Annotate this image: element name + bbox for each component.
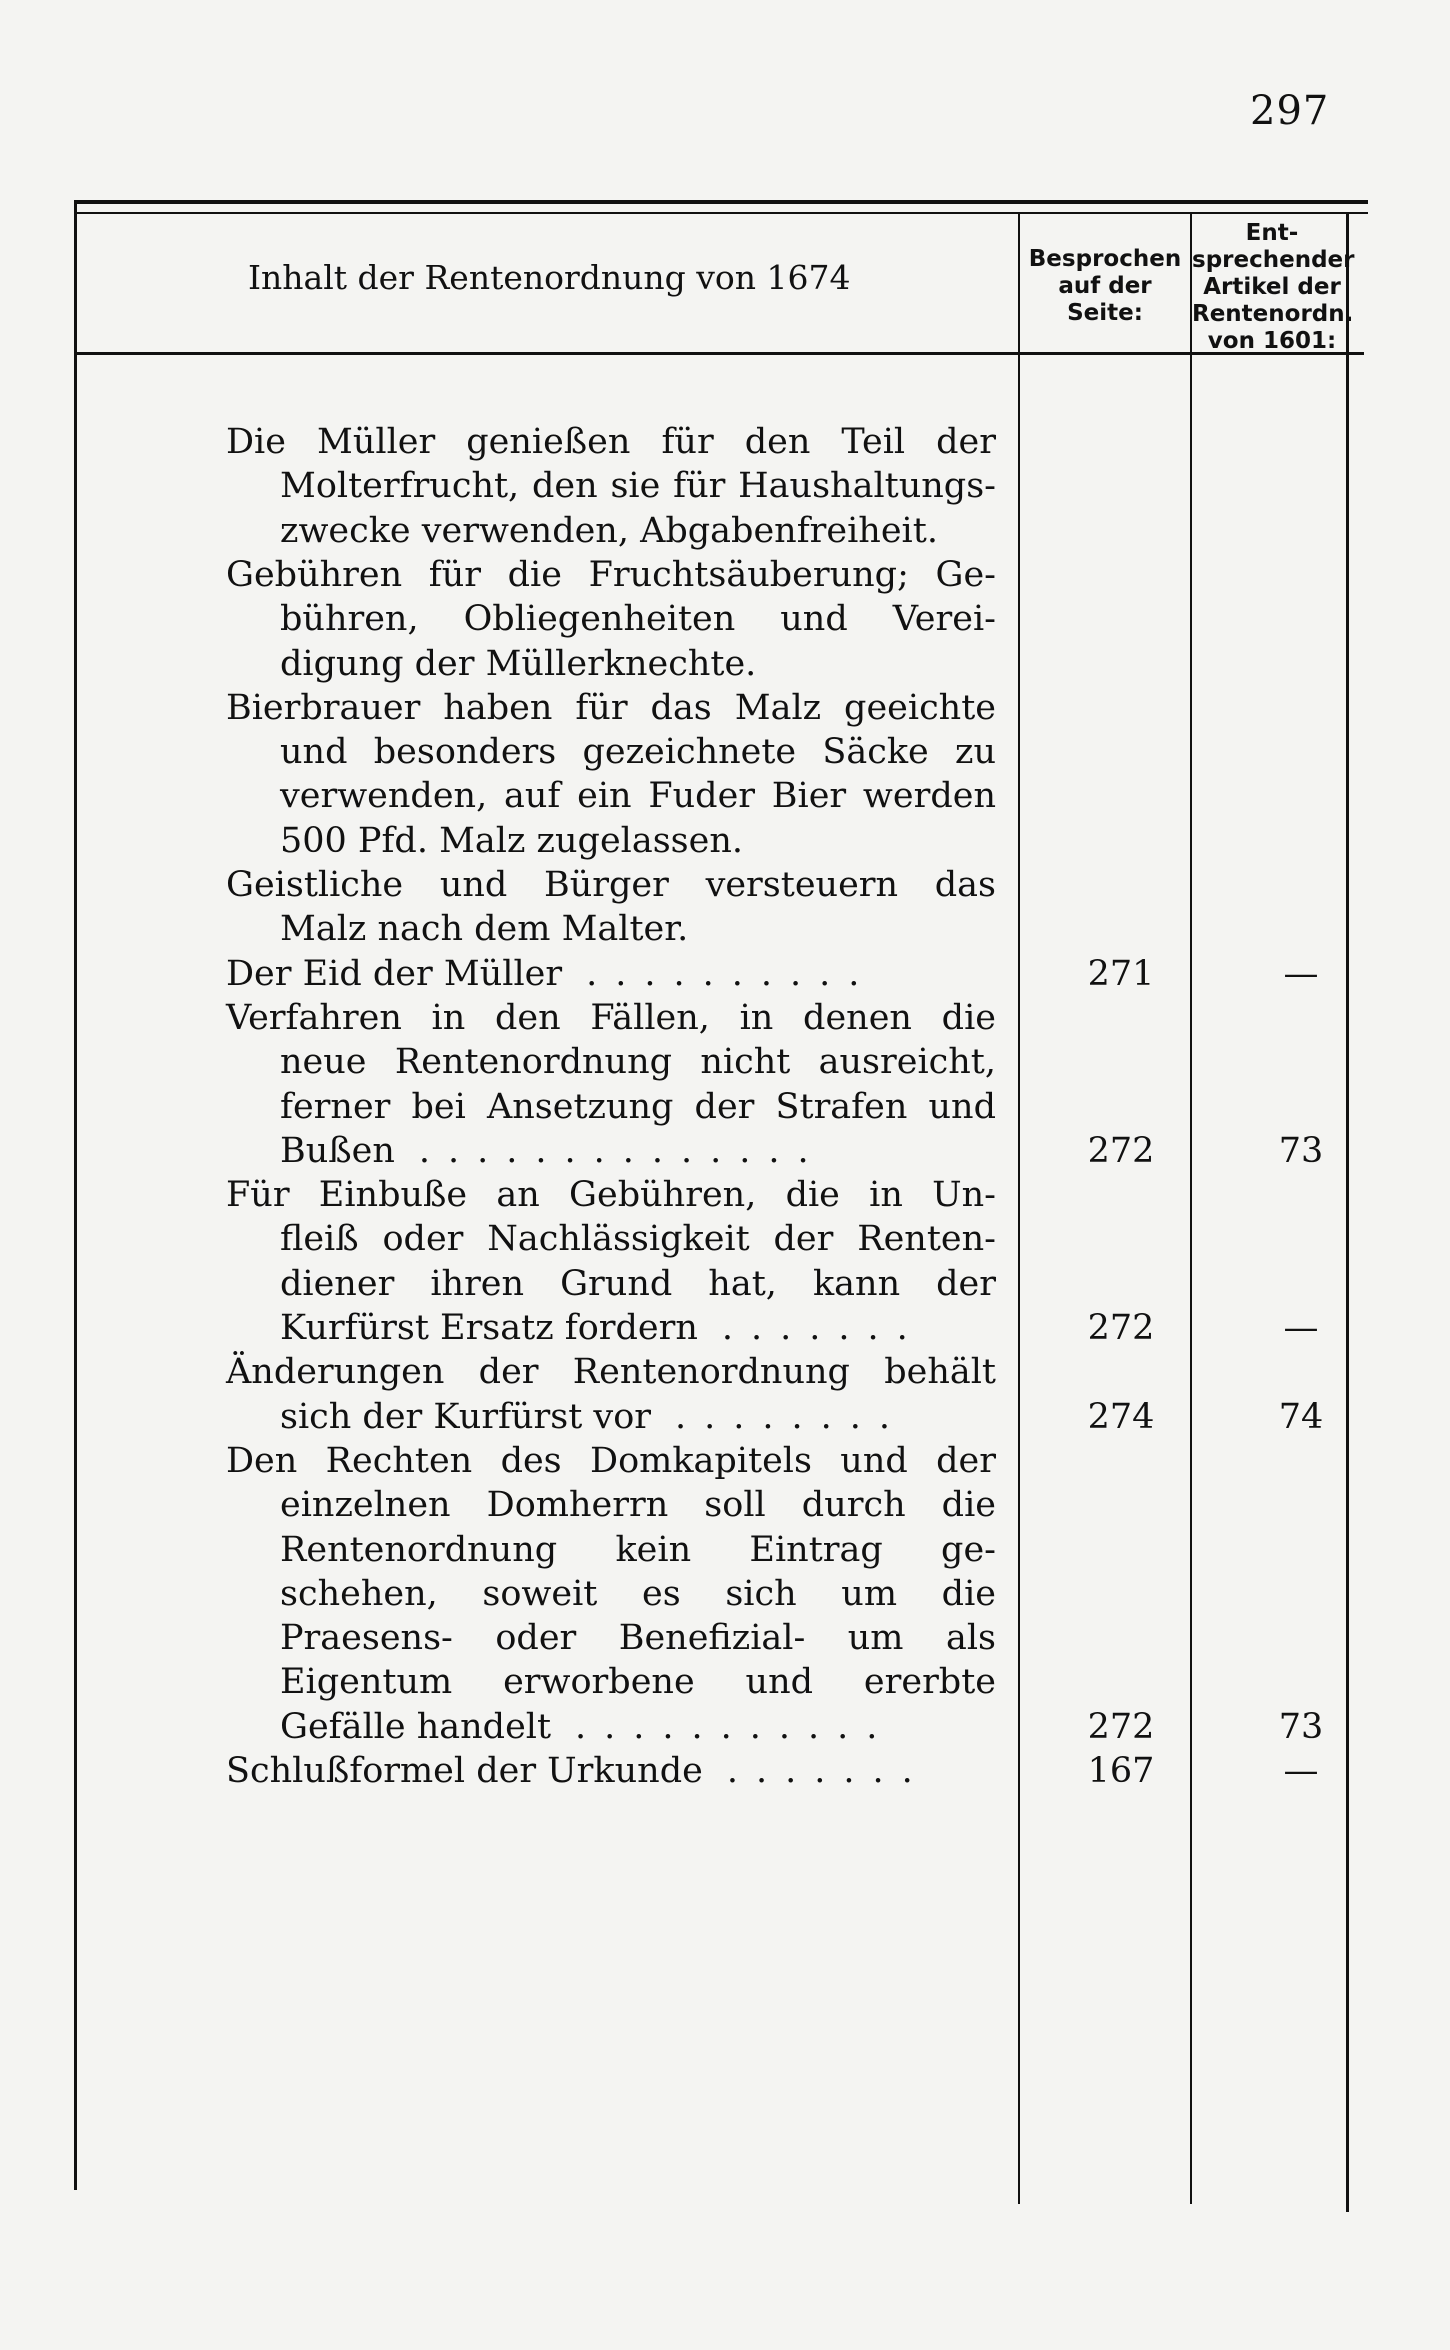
entry-text: bühren, Obliegenheiten und Verei- [280, 599, 996, 640]
entry-line [226, 1749, 1386, 1793]
entry-text: Eigentum erworbene und ererbte [280, 1662, 996, 1703]
entry-article-number: 73 [1278, 1130, 1324, 1171]
table-top-rule [74, 200, 1368, 204]
entry-line [226, 1262, 1386, 1306]
entry-line [226, 597, 1386, 641]
entry-text: Kurfürst Ersatz fordern [280, 1308, 698, 1348]
column-header-article [1192, 220, 1355, 355]
leader-dots: ........... [575, 1706, 896, 1747]
entry-line [226, 1085, 1386, 1129]
page-number: 297 [1250, 88, 1330, 134]
header-article-line: Ent- [1245, 220, 1299, 246]
entry-text: Die Müller genießen für den Teil der [226, 422, 996, 462]
entry-text: Schlußformel der Urkunde [226, 1751, 703, 1791]
header-article-line: von 1601: [1207, 328, 1337, 354]
entry-line [226, 464, 1386, 508]
header-article-line: Artikel der [1203, 274, 1341, 300]
leader-dots: ....... [726, 1751, 931, 1791]
entry-text: Für Einbuße an Gebühren, die in Un- [226, 1175, 996, 1216]
column-header-contents: Inhalt der Rentenordnung von 1674 [248, 258, 851, 297]
entry-line [226, 553, 1386, 597]
entry-text: neue Rentenordnung nicht ausreicht, [280, 1042, 996, 1083]
entry-line [226, 1040, 1386, 1084]
entry-line [226, 420, 1386, 464]
entry-line [226, 1173, 1386, 1217]
entry-line [226, 1350, 1386, 1394]
header-page-line: Besprochen [1028, 246, 1182, 272]
entry-text: Rentenordnung kein Eintrag ge- [280, 1529, 996, 1570]
leader-dots: ........ [675, 1396, 909, 1437]
entry-page-number: 274 [1087, 1396, 1155, 1437]
entry-line [226, 907, 1386, 951]
entry-line [226, 686, 1386, 730]
column-header-page [1022, 246, 1188, 327]
table-header-rule [74, 352, 1364, 355]
entry-line [226, 730, 1386, 774]
entry-line [226, 509, 1386, 553]
leader-dots: .............. [418, 1130, 827, 1171]
entry-page-number: 271 [1087, 953, 1155, 994]
entry-article-number: — [1283, 1308, 1319, 1348]
entry-line [226, 1306, 1386, 1350]
entry-text: Molterfrucht, den sie für Haushaltungs- [280, 466, 996, 507]
entry-line [226, 1439, 1386, 1483]
entry-line [226, 996, 1386, 1040]
header-page-line: auf der [1058, 273, 1152, 299]
entry-line [226, 1129, 1386, 1173]
entry-article-number: 74 [1278, 1396, 1324, 1437]
entry-line [226, 1705, 1386, 1749]
entry-line [226, 1217, 1386, 1261]
entry-line [226, 1483, 1386, 1527]
entry-article-number: — [1283, 953, 1319, 994]
entry-line [226, 819, 1386, 863]
header-article-line: sprechender [1192, 247, 1355, 273]
entry-line [226, 1660, 1386, 1704]
entry-line [226, 1528, 1386, 1572]
entry-text: digung der Müllerknechte. [280, 643, 757, 684]
entry-text: Verfahren in den Fällen, in denen die [226, 997, 996, 1038]
entry-text: und besonders gezeichnete Säcke zu [280, 732, 996, 773]
entry-text: Änderungen der Rentenordnung behält [226, 1352, 996, 1393]
leader-dots: ....... [721, 1308, 926, 1348]
header-article-line: Rentenordn. [1192, 301, 1354, 327]
entry-text: Praesens- oder Benefizial- um als [280, 1618, 996, 1659]
leader-dots: .......... [586, 953, 878, 994]
entry-text: Der Eid der Müller [226, 953, 563, 994]
entry-line [226, 1572, 1386, 1616]
entry-text: schehen, soweit es sich um die [280, 1573, 996, 1614]
entry-page-number: 272 [1087, 1308, 1155, 1348]
entry-article-number: 73 [1278, 1706, 1324, 1747]
entry-text: Bußen [280, 1130, 395, 1171]
entry-text: sich der Kurfürst vor [280, 1396, 652, 1437]
entry-text: zwecke verwenden, Abgabenfreiheit. [280, 510, 938, 551]
entry-line [226, 1616, 1386, 1660]
entry-text: diener ihren Grund hat, kann der [280, 1263, 996, 1304]
entry-text: Geistliche und Bürger versteuern das [226, 865, 996, 905]
entry-line [226, 952, 1386, 996]
entry-text: verwenden, auf ein Fuder Bier werden [280, 776, 996, 817]
entry-text: Malz nach dem Malter. [280, 909, 689, 950]
header-page-line: Seite: [1067, 300, 1143, 326]
entry-line [226, 1395, 1386, 1439]
table-left-border [74, 200, 77, 2190]
entry-page-number: 272 [1087, 1706, 1155, 1747]
entry-page-number: 167 [1087, 1751, 1155, 1791]
entry-line [226, 774, 1386, 818]
entry-text: Gefälle handelt [280, 1706, 552, 1747]
entry-text: einzelnen Domherrn soll durch die [280, 1485, 996, 1526]
entry-article-number: — [1283, 1751, 1319, 1791]
table-top-rule-thin [74, 212, 1368, 214]
entry-text: ferner bei Ansetzung der Strafen und [280, 1086, 996, 1127]
entry-text: fleiß oder Nachlässigkeit der Renten- [280, 1219, 996, 1260]
entry-text: Den Rechten des Domkapitels und der [226, 1440, 996, 1481]
entry-text: Gebühren für die Fruchtsäuberung; Ge- [226, 554, 996, 595]
entry-page-number: 272 [1087, 1130, 1155, 1171]
entry-line [226, 642, 1386, 686]
entry-line [226, 863, 1386, 907]
entry-text: Bierbrauer haben für das Malz geeichte [226, 687, 996, 728]
entry-text: 500 Pfd. Malz zugelassen. [280, 820, 744, 861]
